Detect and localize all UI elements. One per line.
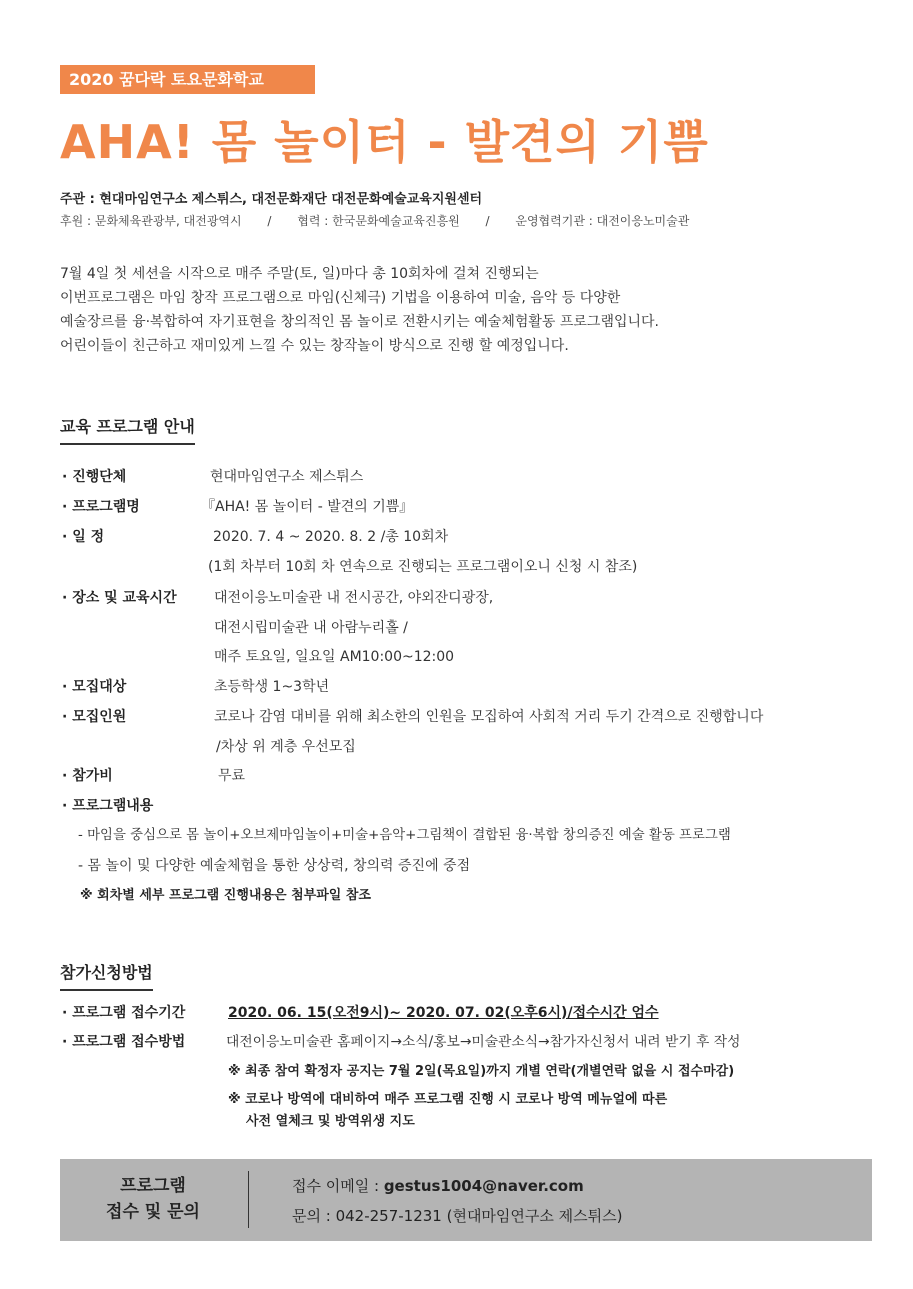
- intro-paragraph: [60, 262, 659, 358]
- program-name-row: [62, 497, 140, 517]
- contact-box: [60, 1159, 872, 1241]
- schedule-note: (1회 차부터 10회 차 연속으로 진행되는 프로그램이오니 신청 시 참조): [208, 559, 638, 575]
- fee-value: 무료: [218, 768, 246, 784]
- place-line: 매주 토요일, 일요일 AM10:00~12:00: [214, 649, 455, 665]
- capacity-value: 코로나 감염 대비를 위해 최소한의 인원을 모집하여 사회적 거리 두기 간격으로 진행합니다: [214, 709, 764, 725]
- capacity-row: [62, 707, 126, 727]
- organizer-label: · 진행단체: [62, 469, 127, 485]
- apply-section-heading: 참가신청방법: [60, 960, 153, 991]
- method-value: 대전이응노미술관 홈페이지→소식/홍보→미술관소식→참가자신청서 내려 받기 후 작성: [226, 1034, 741, 1050]
- content-line: - 마임을 중심으로 몸 놀이+오브제마임놀이+미술+음악+그림책이 결합된 융·복합 창의증진 예술 활동 프로그램: [78, 828, 731, 843]
- contact-label-line: 프로그램: [120, 1176, 186, 1196]
- confirm-note: ※ 최종 참여 확정자 공지는 7월 2일(목요일)까지 개별 연락(개별연락 없을 시 접수마감): [228, 1064, 735, 1079]
- fee-row: [62, 766, 113, 786]
- cooperation-text: 협력 : 한국문화예술교육진흥원: [297, 214, 460, 228]
- place-line: 대전시립미술관 내 아람누리홀 /: [214, 620, 408, 636]
- separator: /: [485, 214, 490, 228]
- contact-label-line: 접수 및 문의: [106, 1202, 200, 1222]
- intro-line: 어린이들이 친근하고 재미있게 느낄 수 있는 창작놀이 방식으로 진행 할 예정입니다.: [60, 338, 569, 354]
- place-row: [62, 588, 177, 608]
- content-line: - 몸 놀이 및 다양한 예술체험을 통한 상상력, 창의력 증진에 중점: [78, 858, 471, 874]
- covid-note-cont: 사전 열체크 및 방역위생 지도: [246, 1114, 415, 1129]
- capacity-note: /차상 위 계층 우선모집: [216, 739, 356, 755]
- schedule-value: 2020. 7. 4 ~ 2020. 8. 2 /총 10회차: [213, 529, 449, 545]
- capacity-label: · 모집인원: [62, 709, 127, 725]
- schedule-label: · 일 정: [62, 529, 105, 545]
- hosts-main: 주관 : 현대마임연구소 제스튀스, 대전문화재단 대전문화예술교육지원센터: [60, 192, 483, 207]
- contact-divider: [248, 1171, 249, 1228]
- separator: /: [267, 214, 272, 228]
- period-row: [62, 1003, 185, 1023]
- program-section-heading: 교육 프로그램 안내: [60, 414, 195, 445]
- method-row: [62, 1032, 185, 1052]
- organizer-row: [62, 467, 126, 487]
- method-label: · 프로그램 접수방법: [62, 1034, 186, 1050]
- content-note: ※ 회차별 세부 프로그램 진행내용은 첨부파일 참조: [80, 888, 371, 903]
- period-value: 2020. 06. 15(오전9시)~ 2020. 07. 02(오후6시)/접수시간 엄수: [228, 1005, 659, 1021]
- email-prefix: 접수 이메일 :: [292, 1177, 384, 1195]
- fee-label: · 참가비: [62, 768, 113, 784]
- covid-note: ※ 코로나 방역에 대비하여 매주 프로그램 진행 시 코로나 방역 메뉴얼에 따른: [228, 1092, 668, 1107]
- place-label: · 장소 및 교육시간: [62, 590, 177, 606]
- content-row: [62, 796, 153, 816]
- content-label: · 프로그램내용: [62, 798, 154, 814]
- program-name-value: 『AHA! 몸 놀이터 - 발견의 기쁨』: [201, 499, 414, 515]
- period-label: · 프로그램 접수기간: [62, 1005, 186, 1021]
- schedule-row: [62, 527, 104, 547]
- operation-text: 운영협력기관 : 대전이응노미술관: [515, 214, 690, 228]
- program-name-label: · 프로그램명: [62, 499, 140, 515]
- organizer-value: 현대마임연구소 제스튀스: [210, 469, 364, 485]
- intro-line: 이번프로그램은 마임 창작 프로그램으로 마임(신체극) 기법을 이용하여 미술, 음악 등 다양한: [60, 290, 621, 306]
- hosts-sub: [60, 212, 689, 229]
- target-value: 초등학생 1~3학년: [214, 679, 330, 695]
- place-line: 대전이응노미술관 내 전시공간, 야외잔디광장,: [214, 590, 494, 606]
- intro-line: 예술장르를 융·복합하여 자기표현을 창의적인 몸 놀이로 전환시키는 예술체험활동 프로그램입니다.: [60, 314, 659, 330]
- sponsor-text: 후원 : 문화체육관광부, 대전광역시: [60, 214, 242, 228]
- contact-email-line: [292, 1175, 584, 1196]
- page-title: AHA! 몸 놀이터 - 발견의 기쁨: [60, 115, 709, 169]
- contact-phone-line: 문의 : 042-257-1231 (현대마임연구소 제스튀스): [292, 1207, 623, 1225]
- target-label: · 모집대상: [62, 679, 127, 695]
- email-link[interactable]: gestus1004@naver.com: [383, 1177, 584, 1195]
- contact-label: [60, 1173, 246, 1225]
- intro-line: 7월 4일 첫 세션을 시작으로 매주 주말(토, 일)마다 총 10회차에 걸쳐 진행되는: [60, 266, 539, 282]
- program-badge: 2020 꿈다락 토요문화학교: [60, 65, 315, 94]
- target-row: [62, 677, 126, 697]
